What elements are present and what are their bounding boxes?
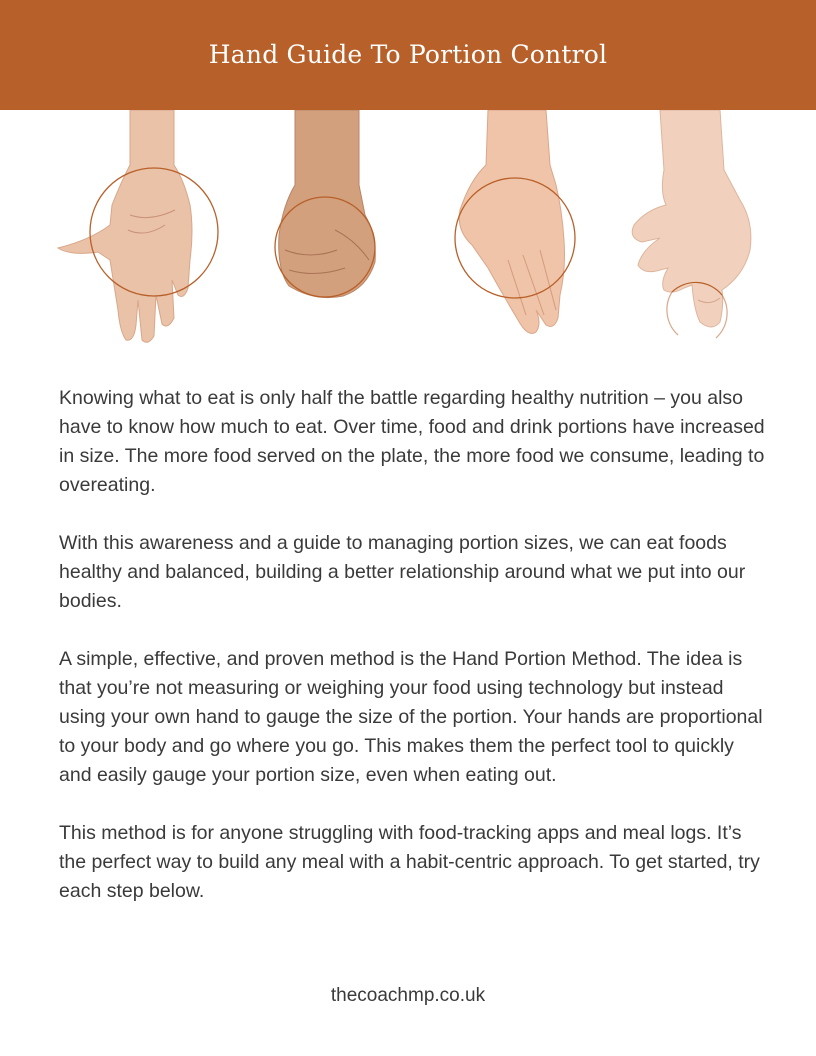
paragraph-1: Knowing what to eat is only half the battle regarding healthy nutrition – you also have to know how much to eat. Over time, food and drink portions have increased in size. The more food served on the plate, the more food we consume, leading to overeating. (59, 387, 765, 496)
intro-body (59, 384, 771, 935)
page-title: Hand Guide To Portion Control (208, 39, 608, 69)
footer-website[interactable]: thecoachmp.co.uk (330, 985, 486, 1006)
paragraph-4: This method is for anyone struggling with food-tracking apps and meal logs. It’s the perfect way to build any meal with a habit-centric approach. To get started, try each step below. (59, 822, 760, 902)
paragraph-2: With this awareness and a guide to managing portion sizes, we can eat foods healthy and balanced, building a better relationship around what we put into our bodies. (59, 532, 746, 612)
hand-illustrations (0, 110, 816, 350)
fist-hand-icon (265, 110, 390, 350)
header-banner (0, 0, 816, 110)
open-palm-hand-icon (50, 110, 230, 350)
thumb-hand-icon (620, 110, 770, 350)
cupped-hand-icon (448, 110, 583, 350)
paragraph-3: A simple, effective, and proven method is the Hand Portion Method. The idea is that you’re not measuring or weighing your food using technology but instead using your own hand to gauge the size of the portion. Your hands are proportional to your body and go where you go. This makes them the perfect tool to quickly and easily gauge your portion size, even when eating out. (59, 648, 763, 786)
